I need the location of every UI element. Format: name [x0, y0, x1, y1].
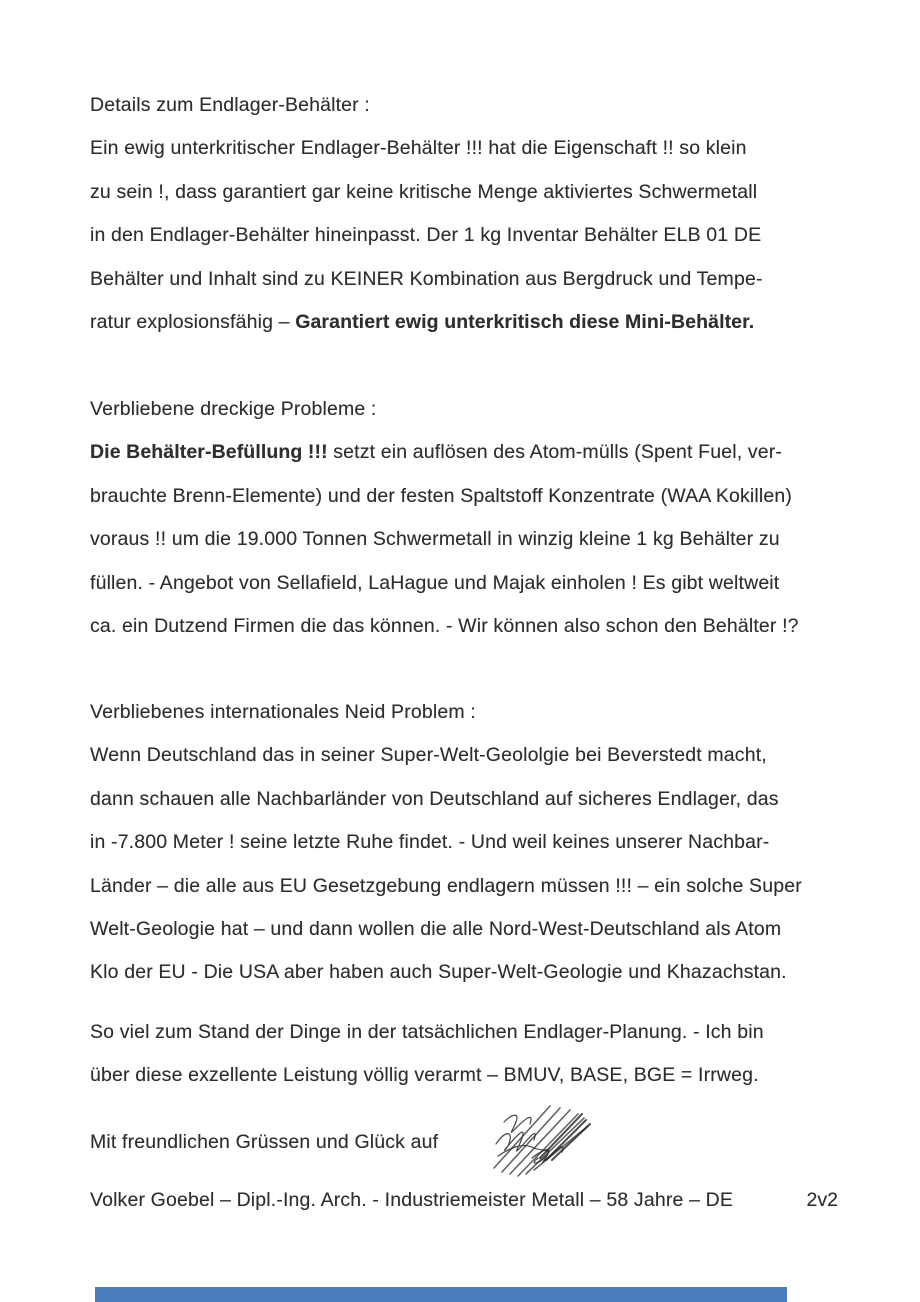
text-line — [90, 691, 850, 734]
footer-page-indicator: 2v2 — [806, 1189, 838, 1211]
text-line — [90, 214, 850, 257]
closing-salutation: Mit freundlichen Grüssen und Glück auf — [90, 1131, 439, 1153]
bold-text-segment: Die Behälter-Befüllung !!! — [90, 441, 328, 464]
text-line — [90, 908, 850, 951]
signature-scribble-icon — [482, 1096, 597, 1181]
text-line — [90, 778, 850, 821]
text-segment: Ein ewig unterkritischer Endlager-Behälter !!! hat die Eigenschaft !! so klein — [90, 137, 747, 160]
text-segment: brauchte Brenn-Elemente) und der festen Spaltstoff Konzentrate (WAA Kokillen) — [90, 484, 793, 507]
text-segment: ratur explosionsfähig – — [90, 311, 296, 334]
text-segment: Behälter und Inhalt sind zu KEINER Kombination aus Bergdruck und Tempe- — [90, 267, 763, 290]
text-line — [90, 562, 850, 605]
section-verbliebene-dreckige-probleme — [90, 388, 850, 648]
text-line — [90, 431, 850, 474]
text-segment: füllen. - Angebot von Sellafield, LaHague und Majak einholen ! Es gibt weltweit — [90, 571, 780, 594]
text-segment: Länder – die alle aus EU Gesetzgebung endlagern müssen !!! – ein solche Super — [90, 874, 802, 897]
text-segment: voraus !! um die 19.000 Tonnen Schwermetall in winzig kleine 1 kg Behälter zu — [90, 528, 780, 551]
footer-row — [90, 1186, 850, 1216]
text-line — [90, 301, 850, 344]
text-segment: Klo der EU - Die USA aber haben auch Super-Welt-Geologie und Khazachstan. — [90, 961, 787, 984]
text-segment: zu sein !, dass garantiert gar keine kritische Menge aktiviertes Schwermetall — [90, 180, 758, 203]
text-line — [90, 951, 850, 994]
bold-text-segment: Garantiert ewig unterkritisch diese Mini-Behälter. — [295, 311, 755, 334]
text-segment: Verbliebenes internationales Neid Problem : — [90, 701, 476, 723]
text-segment: Welt-Geologie hat – und dann wollen die alle Nord-West-Deutschland als Atom — [90, 918, 782, 941]
text-segment: Details zum Endlager-Behälter : — [90, 94, 370, 116]
text-line — [90, 258, 850, 301]
text-line — [90, 865, 850, 908]
section-stand-der-dinge — [90, 1011, 850, 1098]
text-segment: über diese exzellente Leistung völlig verarmt – BMUV, BASE, BGE = Irrweg. — [90, 1064, 759, 1087]
text-line — [90, 388, 850, 431]
text-line — [90, 734, 850, 777]
text-line — [90, 127, 850, 170]
text-line — [90, 475, 850, 518]
text-line — [90, 1054, 850, 1097]
text-line — [90, 821, 850, 864]
text-line — [90, 171, 850, 214]
text-segment: in den Endlager-Behälter hineinpasst. Der 1 kg Inventar Behälter ELB 01 DE — [90, 224, 762, 247]
section-details-zum-endlager-behaelter — [90, 84, 850, 344]
text-line — [90, 605, 850, 648]
text-segment: Verbliebene dreckige Probleme : — [90, 398, 377, 420]
text-line — [90, 84, 850, 127]
section-verbliebenes-internationales-neid-problem — [90, 691, 850, 995]
closing-row — [90, 1121, 850, 1181]
text-line — [90, 518, 850, 561]
text-segment: in -7.800 Meter ! seine letzte Ruhe findet. - Und weil keines unserer Nachbar- — [90, 831, 770, 854]
text-segment: ca. ein Dutzend Firmen die das können. - Wir können also schon den Behälter !? — [90, 615, 799, 638]
text-segment: Wenn Deutschland das in seiner Super-Welt-Geololgie bei Beverstedt macht, — [90, 744, 767, 767]
footer-author-line: Volker Goebel – Dipl.-Ing. Arch. - Industriemeister Metall – 58 Jahre – DE — [90, 1189, 733, 1211]
text-segment: dann schauen alle Nachbarländer von Deutschland auf sicheres Endlager, das — [90, 787, 779, 810]
footer-link-bar — [95, 1287, 787, 1302]
text-segment: setzt ein auflösen des Atom-mülls (Spent Fuel, ver- — [327, 441, 783, 464]
text-line — [90, 1011, 850, 1054]
text-segment: So viel zum Stand der Dinge in der tatsächlichen Endlager-Planung. - Ich bin — [90, 1021, 764, 1043]
